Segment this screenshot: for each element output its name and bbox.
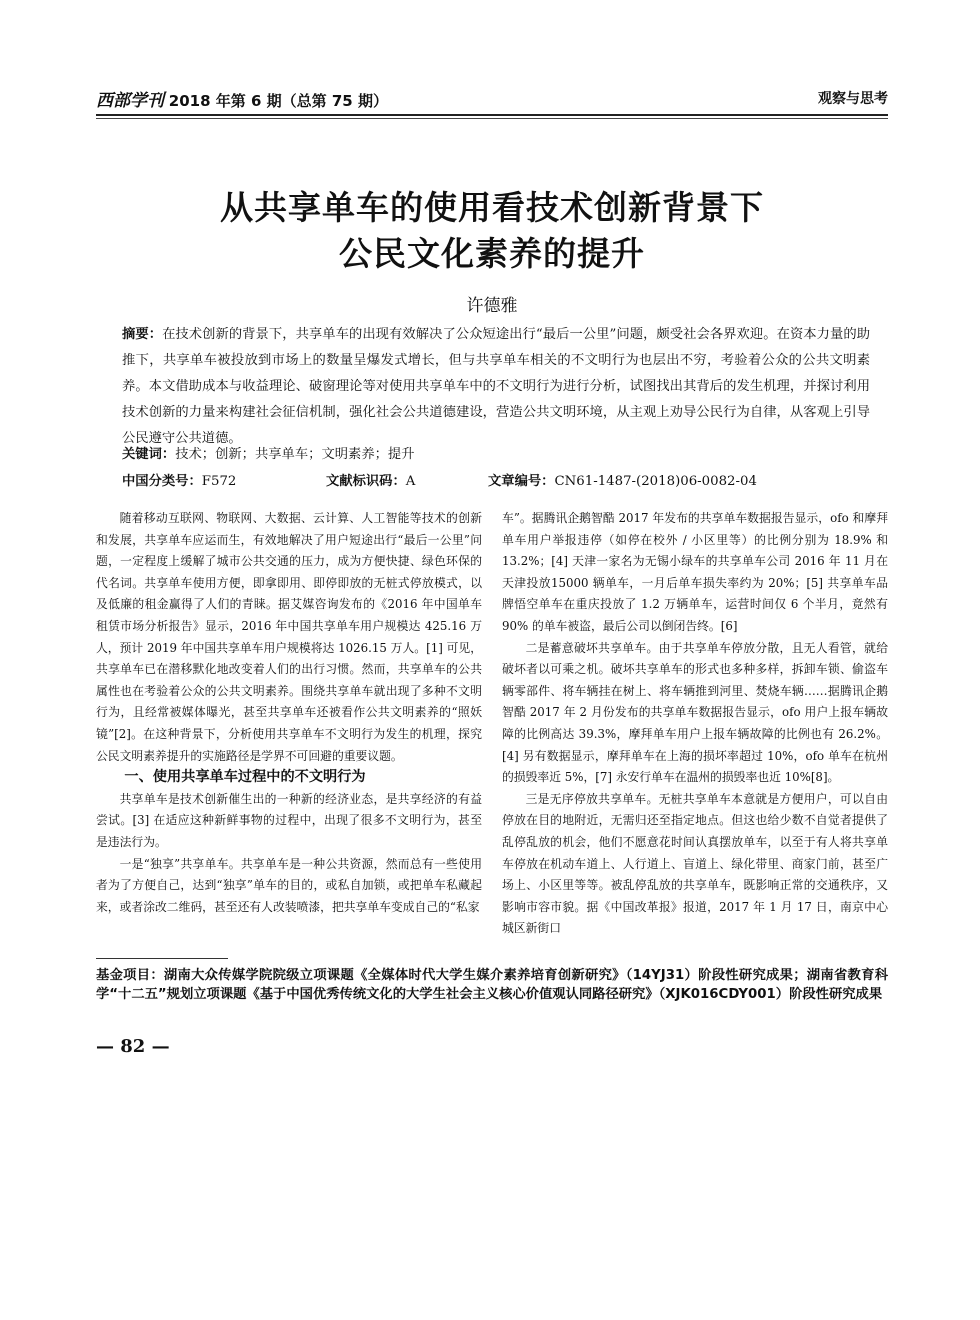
document-code-value: A bbox=[405, 474, 416, 489]
keywords bbox=[122, 443, 870, 462]
classification-number bbox=[122, 470, 236, 489]
body-paragraph: 随着移动互联网、物联网、大数据、云计算、人工智能等技术的创新和发展，共享单车应运而生，有效地解决了用户短途出行“最后一公里”问题，一定程度上缓解了城市公共交通的压力，成为方便快捷、绿色环保的代名词。共享单车使用方便，即拿即用、即停即放的无桩式停放模式，以及低廉的租金赢得了人们的青睐。据艾媒咨询发布的《2016 年中国单车租赁市场分析报告》显示，2016 年中国共享单车用户规模达 425.16 万人，预计 2019 年中国共享单车用户规模将达 1026.15 万人。[1] 可见，共享单车已在潜移默化地改变着人们的出行习惯。然而，共享单车的公共属性也在考验着公众的公共文明素养。围绕共享单车就出现了多种不文明行为，且经常被媒体曝光，甚至共享单车还被看作公共文明素养的“照妖镜”[2]。在这种背景下，分析使用共享单车不文明行为发生的机理，探究公民文明素养提升的实施路径是学界不可回避的重要议题。 bbox=[96, 511, 482, 763]
journal-issue: 2018 年第 6 期（总第 75 期） bbox=[168, 92, 388, 110]
article-number-value: CN61-1487-(2018)06-0082-04 bbox=[554, 474, 757, 489]
body-paragraph: 一是“独享”共享单车。共享单车是一种公共资源，然而总有一些使用者为了方便自己，达到“独享”单车的目的，或私自加锁，或把单车私藏起来，或者涂改二维码，甚至还有人改装喷漆，把共享单车变成自己的“私家 bbox=[96, 856, 482, 914]
footnote-divider bbox=[96, 958, 228, 959]
body-column-right bbox=[502, 508, 888, 938]
article-title-line1: 从共享单车的使用看技术创新背景下 bbox=[220, 188, 764, 227]
abstract-label: 摘要： bbox=[122, 327, 163, 342]
document-code bbox=[326, 470, 415, 489]
body-paragraph: 共享单车是技术创新催生出的一种新的经济业态，是共享经济的有益尝试。[3] 在适应这种新鲜事物的过程中，出现了很多不文明行为，甚至是违法行为。 bbox=[96, 791, 482, 849]
journal-info bbox=[96, 86, 388, 111]
article-number-label: 文章编号： bbox=[488, 474, 555, 489]
running-header bbox=[96, 84, 888, 110]
body-column-left bbox=[96, 508, 482, 938]
classification-value: F572 bbox=[201, 474, 237, 489]
abstract bbox=[122, 322, 870, 452]
header-divider-thin bbox=[96, 118, 888, 119]
classification-label: 中国分类号： bbox=[122, 474, 202, 489]
keywords-label: 关键词： bbox=[122, 447, 176, 462]
abstract-text: 在技术创新的背景下，共享单车的出现有效解决了公众短途出行“最后一公里”问题，颇受社会各界欢迎。在资本力量的助推下，共享单车被投放到市场上的数量呈爆发式增长，但与共享单车相关的不文明行为也层出不穷，考验着公众的公共文明素养。本文借助成本与收益理论、破窗理论等对使用共享单车中的不文明行为进行分析，试图找出其背后的发生机理，并探讨利用技术创新的力量来构建社会征信机制，强化社会公共道德建设，营造公共文明环境，从主观上劝导公民行为自律，从客观上引导公民遵守公共道德。 bbox=[122, 327, 870, 446]
article-title-line2: 公民文化素养的提升 bbox=[339, 234, 645, 273]
page-number: — 82 — bbox=[96, 1036, 170, 1057]
body-paragraph: 三是无序停放共享单车。无桩共享单车本意就是方便用户，可以自由停放在目的地附近，无需归还至指定地点。但这也给少数不自觉者提供了乱停乱放的机会，他们不愿意花时间认真摆放单车，以至于有人将共享单车停放在机动车道上、人行道上、盲道上、绿化带里、商家门前，甚至广场上、小区里等等。被乱停乱放的共享单车，既影响正常的交通秩序，又影响市容市貌。据《中国改革报》报道，2017 年 1 月 17 日，南京中心城区新街口 bbox=[502, 791, 888, 936]
body-paragraph: 二是蓄意破坏共享单车。由于共享单车停放分散，且无人看管，就给破坏者以可乘之机。破坏共享单车的形式也多种多样，拆卸车锁、偷盗车辆零部件、将车辆挂在树上、将车辆推到河里、焚烧车辆……据腾讯企鹅智酷 2017 年 2 月份发布的共享单车数据报告显示，ofo 用户上报车辆故障的比例高达 39.3%，摩拜单车用户上报车辆故障的比例也有 26.2%。[4] 另有数据显示，摩拜单车在上海的损坏率超过 10%，ofo 单车在杭州的损毁率近 5%，[7] 永安行单车在温州的损毁率也近 10%[8]。 bbox=[502, 640, 888, 785]
body-paragraph: 车”。据腾讯企鹅智酷 2017 年发布的共享单车数据报告显示，ofo 和摩拜单车用户举报违停（如停在校外 / 小区里等）的比例分别为 18.9% 和 13.2%；[4] 天津一家名为无锡小绿车的共享单车公司 2016 年 11 月在天津投放15000 辆单车，一月后单车损失率约为 20%；[5] 共享单车品牌悟空单车在重庆投放了 1.2 万辆单车，运营时间仅 6 个半月，竟然有 90% 的单车被盗，最后公司以倒闭告终。[6] bbox=[502, 511, 888, 633]
section-heading: 一、使用共享单车过程中的不文明行为 bbox=[124, 769, 366, 786]
funding-note: 基金项目：湖南大众传媒学院院级立项课题《全媒体时代大学生媒介素养培育创新研究》（14YJ31）阶段性研究成果；湖南省教育科学“十二五”规划立项课题《基于中国优秀传统文化的大学生社会主义核心价值观认同路径研究》（XJK016CDY001）阶段性研究成果 bbox=[96, 968, 888, 1002]
author-name: 许德雅 bbox=[466, 296, 518, 316]
journal-name: 西部学刊 bbox=[96, 91, 164, 111]
document-code-label: 文献标识码： bbox=[326, 474, 406, 489]
header-divider bbox=[96, 114, 888, 116]
article-number bbox=[488, 470, 757, 489]
keywords-text: 技术；创新；共享单车；文明素养；提升 bbox=[175, 447, 415, 462]
section-name: 观察与思考 bbox=[818, 91, 888, 107]
